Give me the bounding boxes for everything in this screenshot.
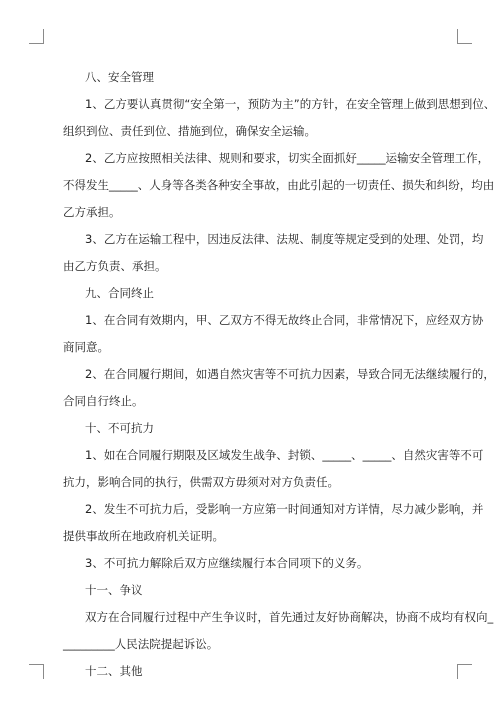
paragraph-line: 3、不可抗力解除后双方应继续履行本合同项下的义务。 <box>85 556 369 570</box>
paragraph-line: _________人民法院提起诉讼。 <box>63 637 219 651</box>
paragraph-line: 由乙方负责、承担。 <box>63 259 167 273</box>
section-heading-termination: 九、合同终止 <box>85 286 154 300</box>
paragraph-line: 1、乙方要认真贯彻“安全第一，预防为主”的方针，在安全管理上做到思想到位、 <box>85 97 496 111</box>
section-heading-other: 十二、其他 <box>85 664 143 678</box>
corner-mark-bottom-left <box>29 664 44 679</box>
section-heading-force-majeure: 十、不可抗力 <box>85 421 154 435</box>
paragraph-line: 1、在合同有效期内，甲、乙双方不得无故终止合同，非常情况下，应经双方协 <box>85 313 484 327</box>
paragraph-line: 提供事故所在地政府机关证明。 <box>63 529 224 543</box>
corner-mark-top-left <box>29 29 44 44</box>
paragraph-line: 乙方承担。 <box>63 205 121 219</box>
paragraph-line: 2、在合同履行期间，如遇自然灾害等不可抗力因素，导致合同无法继续履行的， <box>85 367 495 381</box>
paragraph-line: 2、发生不可抗力后，受影响一方应第一时间通知对方详情，尽力减少影响，并 <box>85 502 484 516</box>
paragraph-line: 3、乙方在运输工程中，因违反法律、法规、制度等规定受到的处理、处罚，均 <box>85 232 484 246</box>
paragraph-line: 商同意。 <box>63 340 109 354</box>
paragraph-line: 1、如在合同履行期限及区域发生战争、封锁、_____、_____、自然灾害等不可 <box>85 448 484 462</box>
paragraph-line: 2、乙方应按照相关法律、规则和要求，切实全面抓好_____运输安全管理工作， <box>85 151 490 165</box>
paragraph-line: 组织到位、责任到位、措施到位，确保安全运输。 <box>63 124 316 138</box>
paragraph-line: 不得发生_____、人身等各类各种安全事故，由此引起的一切责任、损失和纠纷，均由 <box>63 178 495 192</box>
document-body <box>63 69 496 680</box>
corner-mark-bottom-right <box>457 664 472 679</box>
paragraph-line: 双方在合同履行过程中产生争议时，首先通过友好协商解决，协商不成均有权向_ <box>85 610 494 624</box>
paragraph-line: 合同自行终止。 <box>63 394 144 408</box>
section-heading-dispute: 十一、争议 <box>85 583 143 597</box>
corner-mark-top-right <box>457 29 472 44</box>
section-heading-safety: 八、安全管理 <box>85 70 154 84</box>
paragraph-line: 抗力，影响合同的执行，供需双方毋须对对方负责任。 <box>63 475 339 489</box>
